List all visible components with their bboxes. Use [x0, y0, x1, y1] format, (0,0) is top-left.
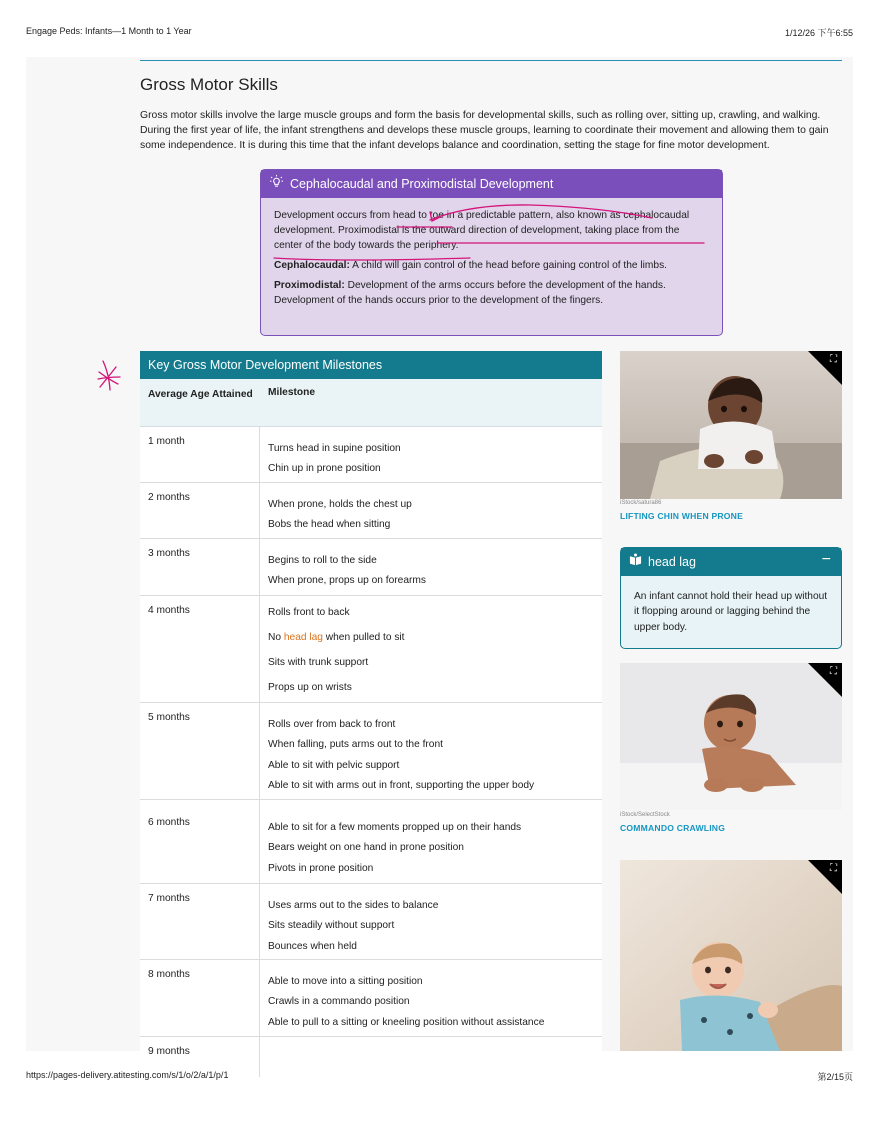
photo-commando-crawling[interactable] — [620, 663, 842, 810]
cephalocaudal-definition: Cephalocaudal: A child will gain control of the head before gaining control of the limbs. — [274, 260, 667, 271]
expand-icon[interactable]: ⛶ — [830, 863, 837, 874]
col-header-milestone: Milestone — [268, 387, 315, 398]
concept-title: Cephalocaudal and Proximodistal Development — [290, 177, 554, 191]
milestone-cell: Uses arms out to the sides to balance Sits steadily without support Bounces when held — [268, 900, 439, 952]
book-icon — [629, 553, 642, 571]
concept-box — [260, 169, 723, 336]
table-row — [140, 539, 602, 596]
age-cell: 3 months — [140, 539, 260, 595]
table-row — [140, 703, 602, 800]
table-row — [140, 960, 602, 1037]
age-cell: 7 months — [140, 884, 260, 959]
expand-icon[interactable]: ⛶ — [830, 354, 837, 365]
concept-paragraph: Development occurs from head to toe in a predictable pattern, also known as cephalocaudal development. Proximodistal is the outward direction of development, taking place from the center of the body towards the periphery. — [274, 210, 690, 251]
milestone-cell: When prone, holds the chest up Bobs the head when sitting — [268, 499, 412, 531]
milestone-cell: Begins to roll to the side When prone, props up on forearms — [268, 555, 426, 587]
concept-body — [261, 198, 722, 308]
photo-credit: iStock/satura86 — [620, 500, 662, 506]
milestone-cell: Rolls front to back No head lag when pulled to sit Sits with trunk support Props up on wrists — [268, 607, 405, 693]
age-cell: 4 months — [140, 596, 260, 702]
divider — [140, 60, 842, 61]
glossary-definition: An infant cannot hold their head up without it flopping around or lagging behind the upper body. — [634, 591, 828, 633]
table-row — [140, 884, 602, 960]
milestone-cell: Rolls over from back to front When falling, puts arms out to the front Able to sit with pelvic support Able to sit with arms out in front, supporting the upper body — [268, 719, 535, 792]
table-row — [140, 596, 602, 703]
lightbulb-icon — [269, 174, 284, 194]
photo-lifting-chin[interactable] — [620, 351, 842, 499]
milestone-cell: Able to move into a sitting position Crawls in a commando position Able to pull to a sitting or kneeling position without assistance — [268, 976, 545, 1028]
glossary-card — [620, 547, 842, 649]
photo-caption: COMMANDO CRAWLING — [620, 823, 726, 833]
collapse-icon[interactable]: − — [821, 551, 831, 568]
photo-baby-standing[interactable] — [620, 860, 842, 1051]
glossary-header[interactable] — [621, 548, 841, 576]
age-cell: 2 months — [140, 483, 260, 538]
photo-caption: LIFTING CHIN WHEN PRONE — [620, 511, 743, 521]
col-header-age: Average Age Attained — [148, 389, 253, 400]
print-footer-page: 第2/15页 — [817, 1072, 853, 1082]
age-cell: 9 months — [140, 1037, 260, 1077]
section-title: Gross Motor Skills — [140, 75, 278, 94]
head-lag-link[interactable]: head lag — [283, 632, 323, 643]
milestone-cell: Turns head in supine position Chin up in prone position — [268, 443, 401, 475]
proximodistal-definition: Proximodistal: Development of the arms occurs before the development of the hands. Development of the hands occurs prior to the development of the fingers. — [274, 280, 666, 306]
table-header — [140, 379, 602, 427]
page-canvas — [26, 57, 853, 1057]
glossary-term: head lag — [648, 555, 696, 569]
milestones-table — [140, 351, 602, 1077]
milestone-cell: Able to sit for a few moments propped up on their hands Bears weight on one hand in prone position Pivots in prone position — [268, 822, 522, 874]
table-row — [140, 427, 602, 483]
milestone-cell — [260, 1037, 268, 1077]
age-cell: 6 months — [140, 800, 260, 883]
age-cell: 8 months — [140, 960, 260, 1036]
print-footer-url: https://pages-delivery.atitesting.com/s/1/o/2/a/1/p/1 — [26, 1070, 229, 1080]
highlight-proximodistal: outward direction of development, taking place from the center of the body towards the periphery — [274, 225, 680, 251]
print-header-datetime: 1/12/26 下午6:55 — [784, 28, 853, 38]
age-cell: 5 months — [140, 703, 260, 799]
table-row — [140, 800, 602, 884]
table-title: Key Gross Motor Development Milestones — [140, 351, 602, 379]
photo-credit: iStock/SelectStock — [620, 812, 670, 818]
section-intro: Gross motor skills involve the large muscle groups and form the basis for developmental skills, such as rolling over, sitting up, crawling, and walking. During the first year of life, the infant strengthens and develops these muscle groups, learning to coordinate their movement and allowing them to gain some independence. It is during this time that the infant develops balance and coordination, setting the stage for fine motor development. — [140, 110, 829, 152]
print-header-title: Engage Peds: Infants—1 Month to 1 Year — [26, 26, 192, 36]
expand-icon[interactable]: ⛶ — [830, 666, 837, 677]
highlight-head-to-toe: head to toe — [392, 210, 444, 221]
age-cell: 1 month — [140, 427, 260, 482]
concept-header — [261, 170, 722, 198]
table-row — [140, 483, 602, 539]
